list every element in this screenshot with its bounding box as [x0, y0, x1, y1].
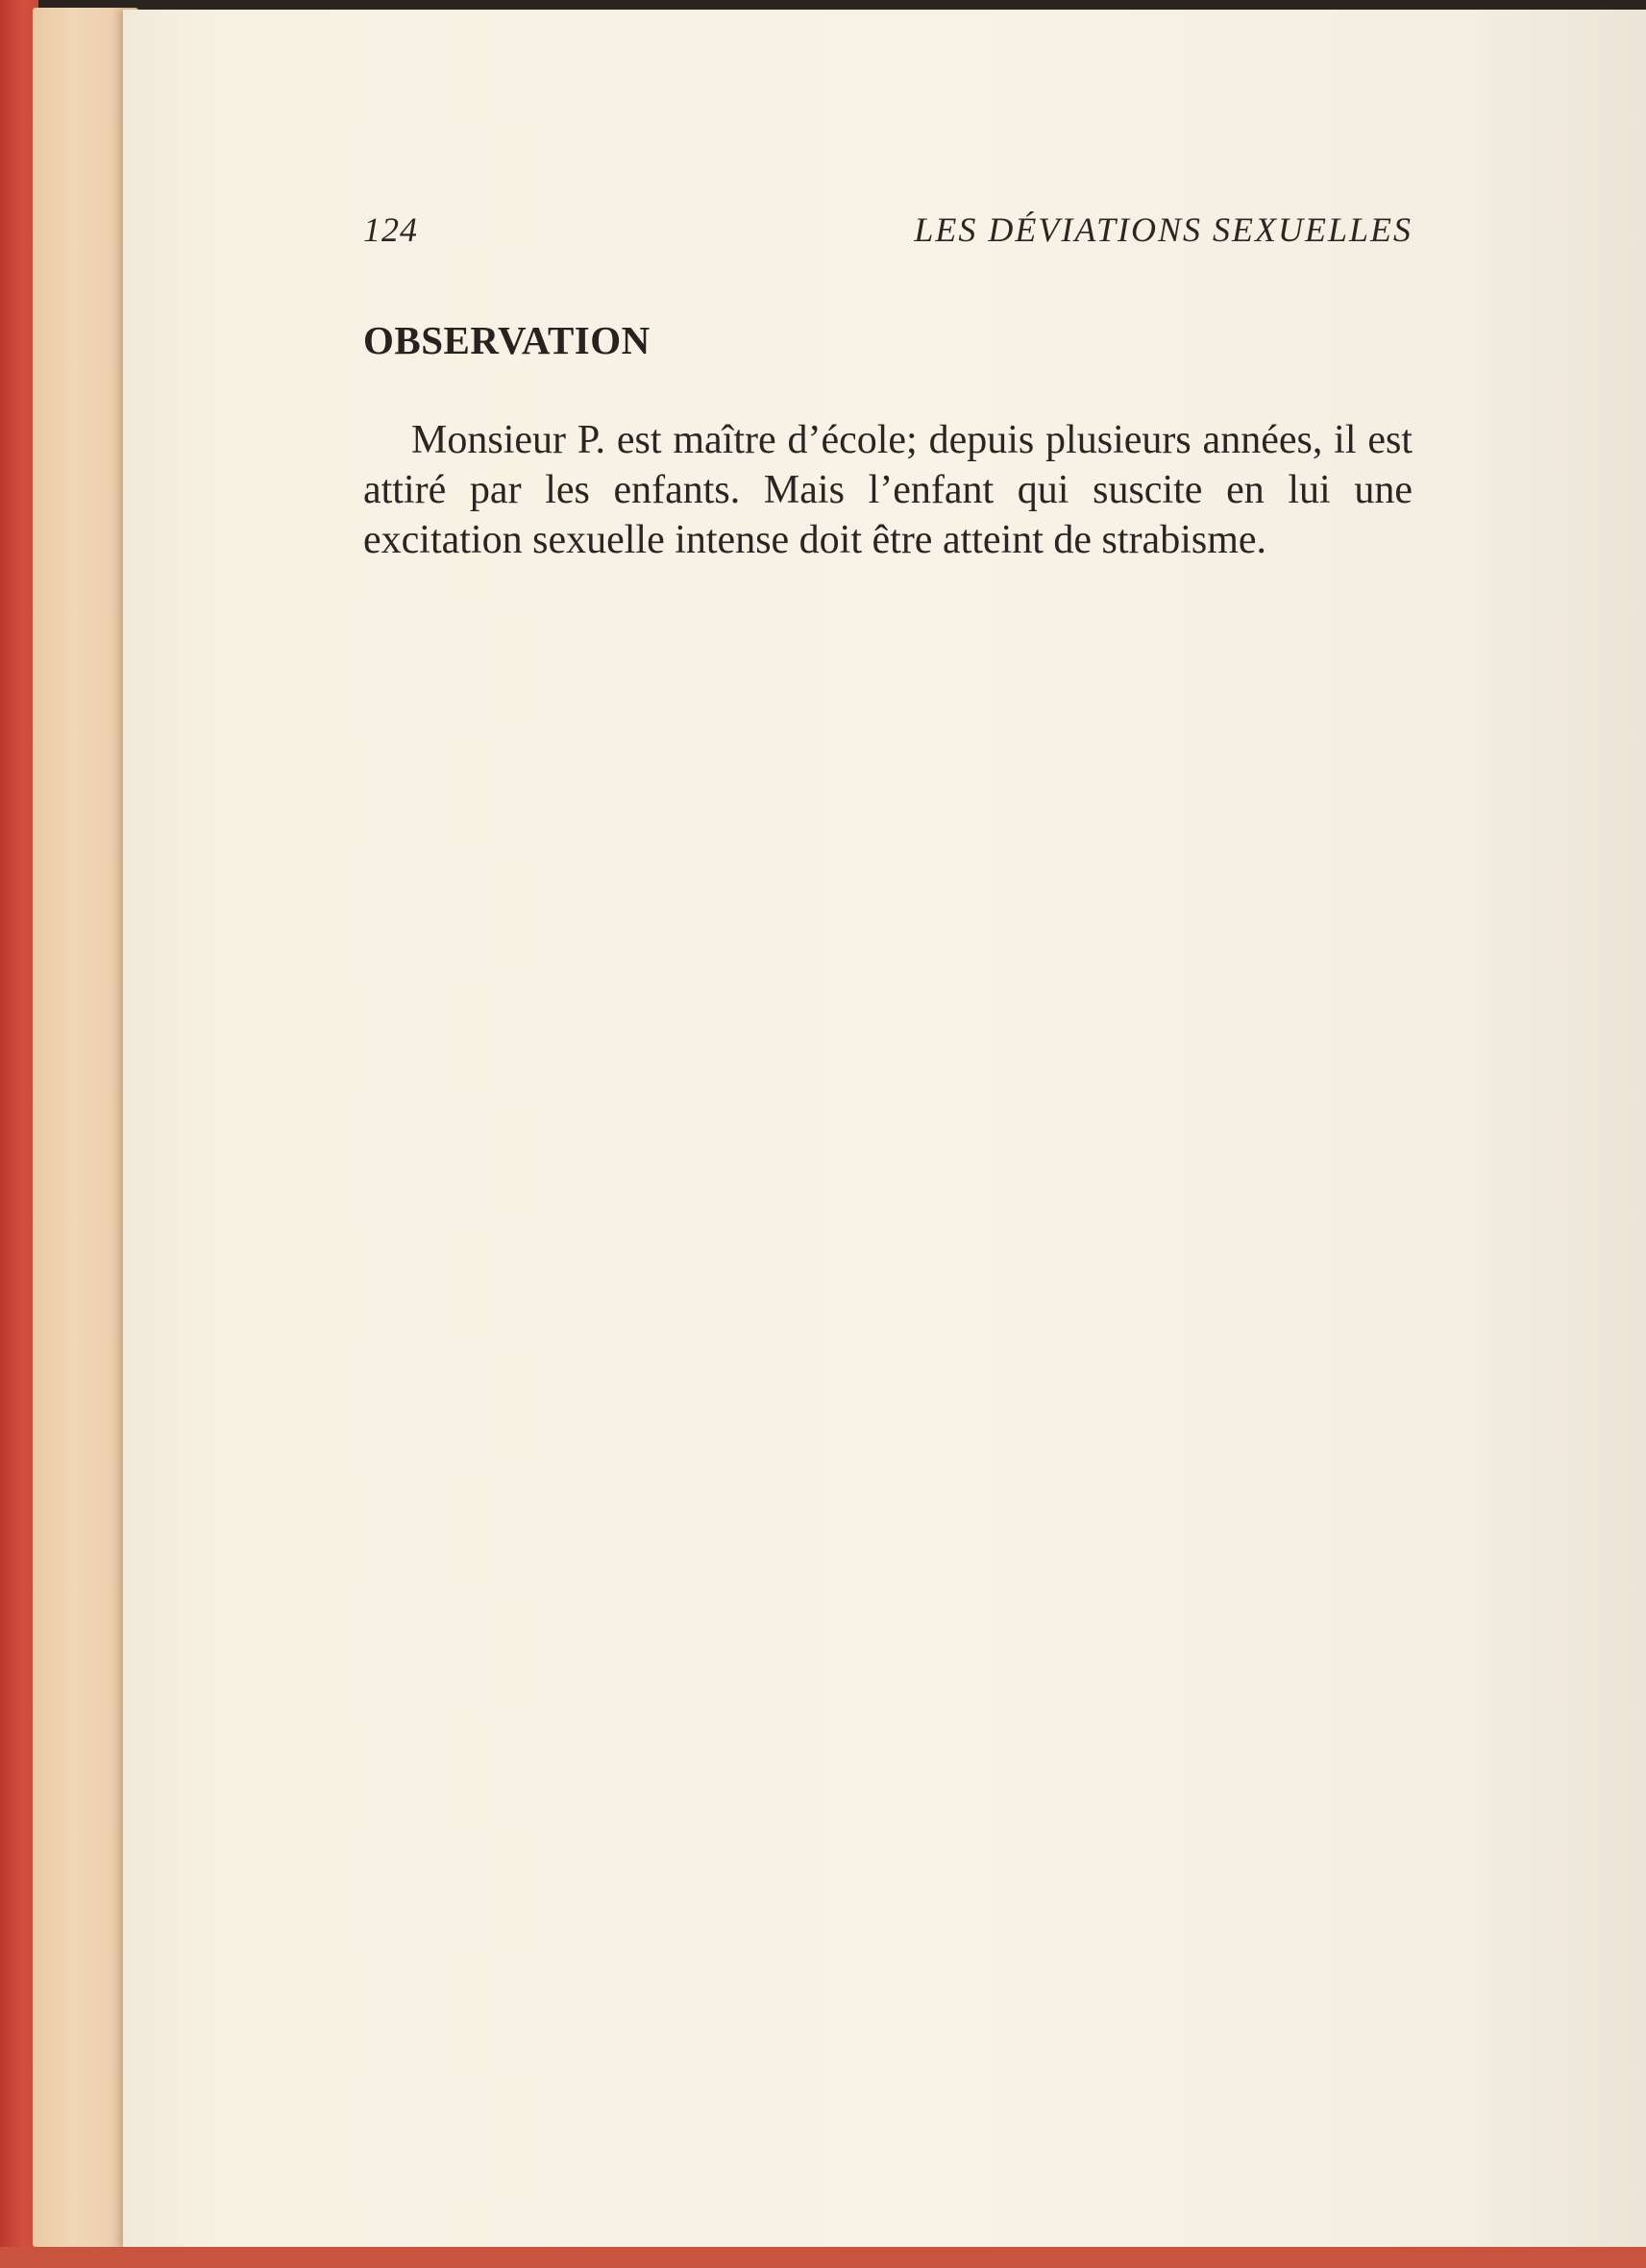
page-number: 124 [363, 210, 418, 249]
running-head [363, 210, 1413, 258]
book-bottom-edge [0, 2247, 1646, 2268]
observation-paragraph: Monsieur P. est maître d’école; depuis plusieurs années, il est attiré par les enfants. Mais l’enfant qui suscite en lui une excitation sexuelle intense doit être atteint de strabisme. [363, 418, 1413, 562]
section-heading: OBSERVATION [363, 318, 651, 362]
book-page [123, 10, 1646, 2249]
chapter-title: LES DÉVIATIONS SEXUELLES [914, 210, 1413, 249]
